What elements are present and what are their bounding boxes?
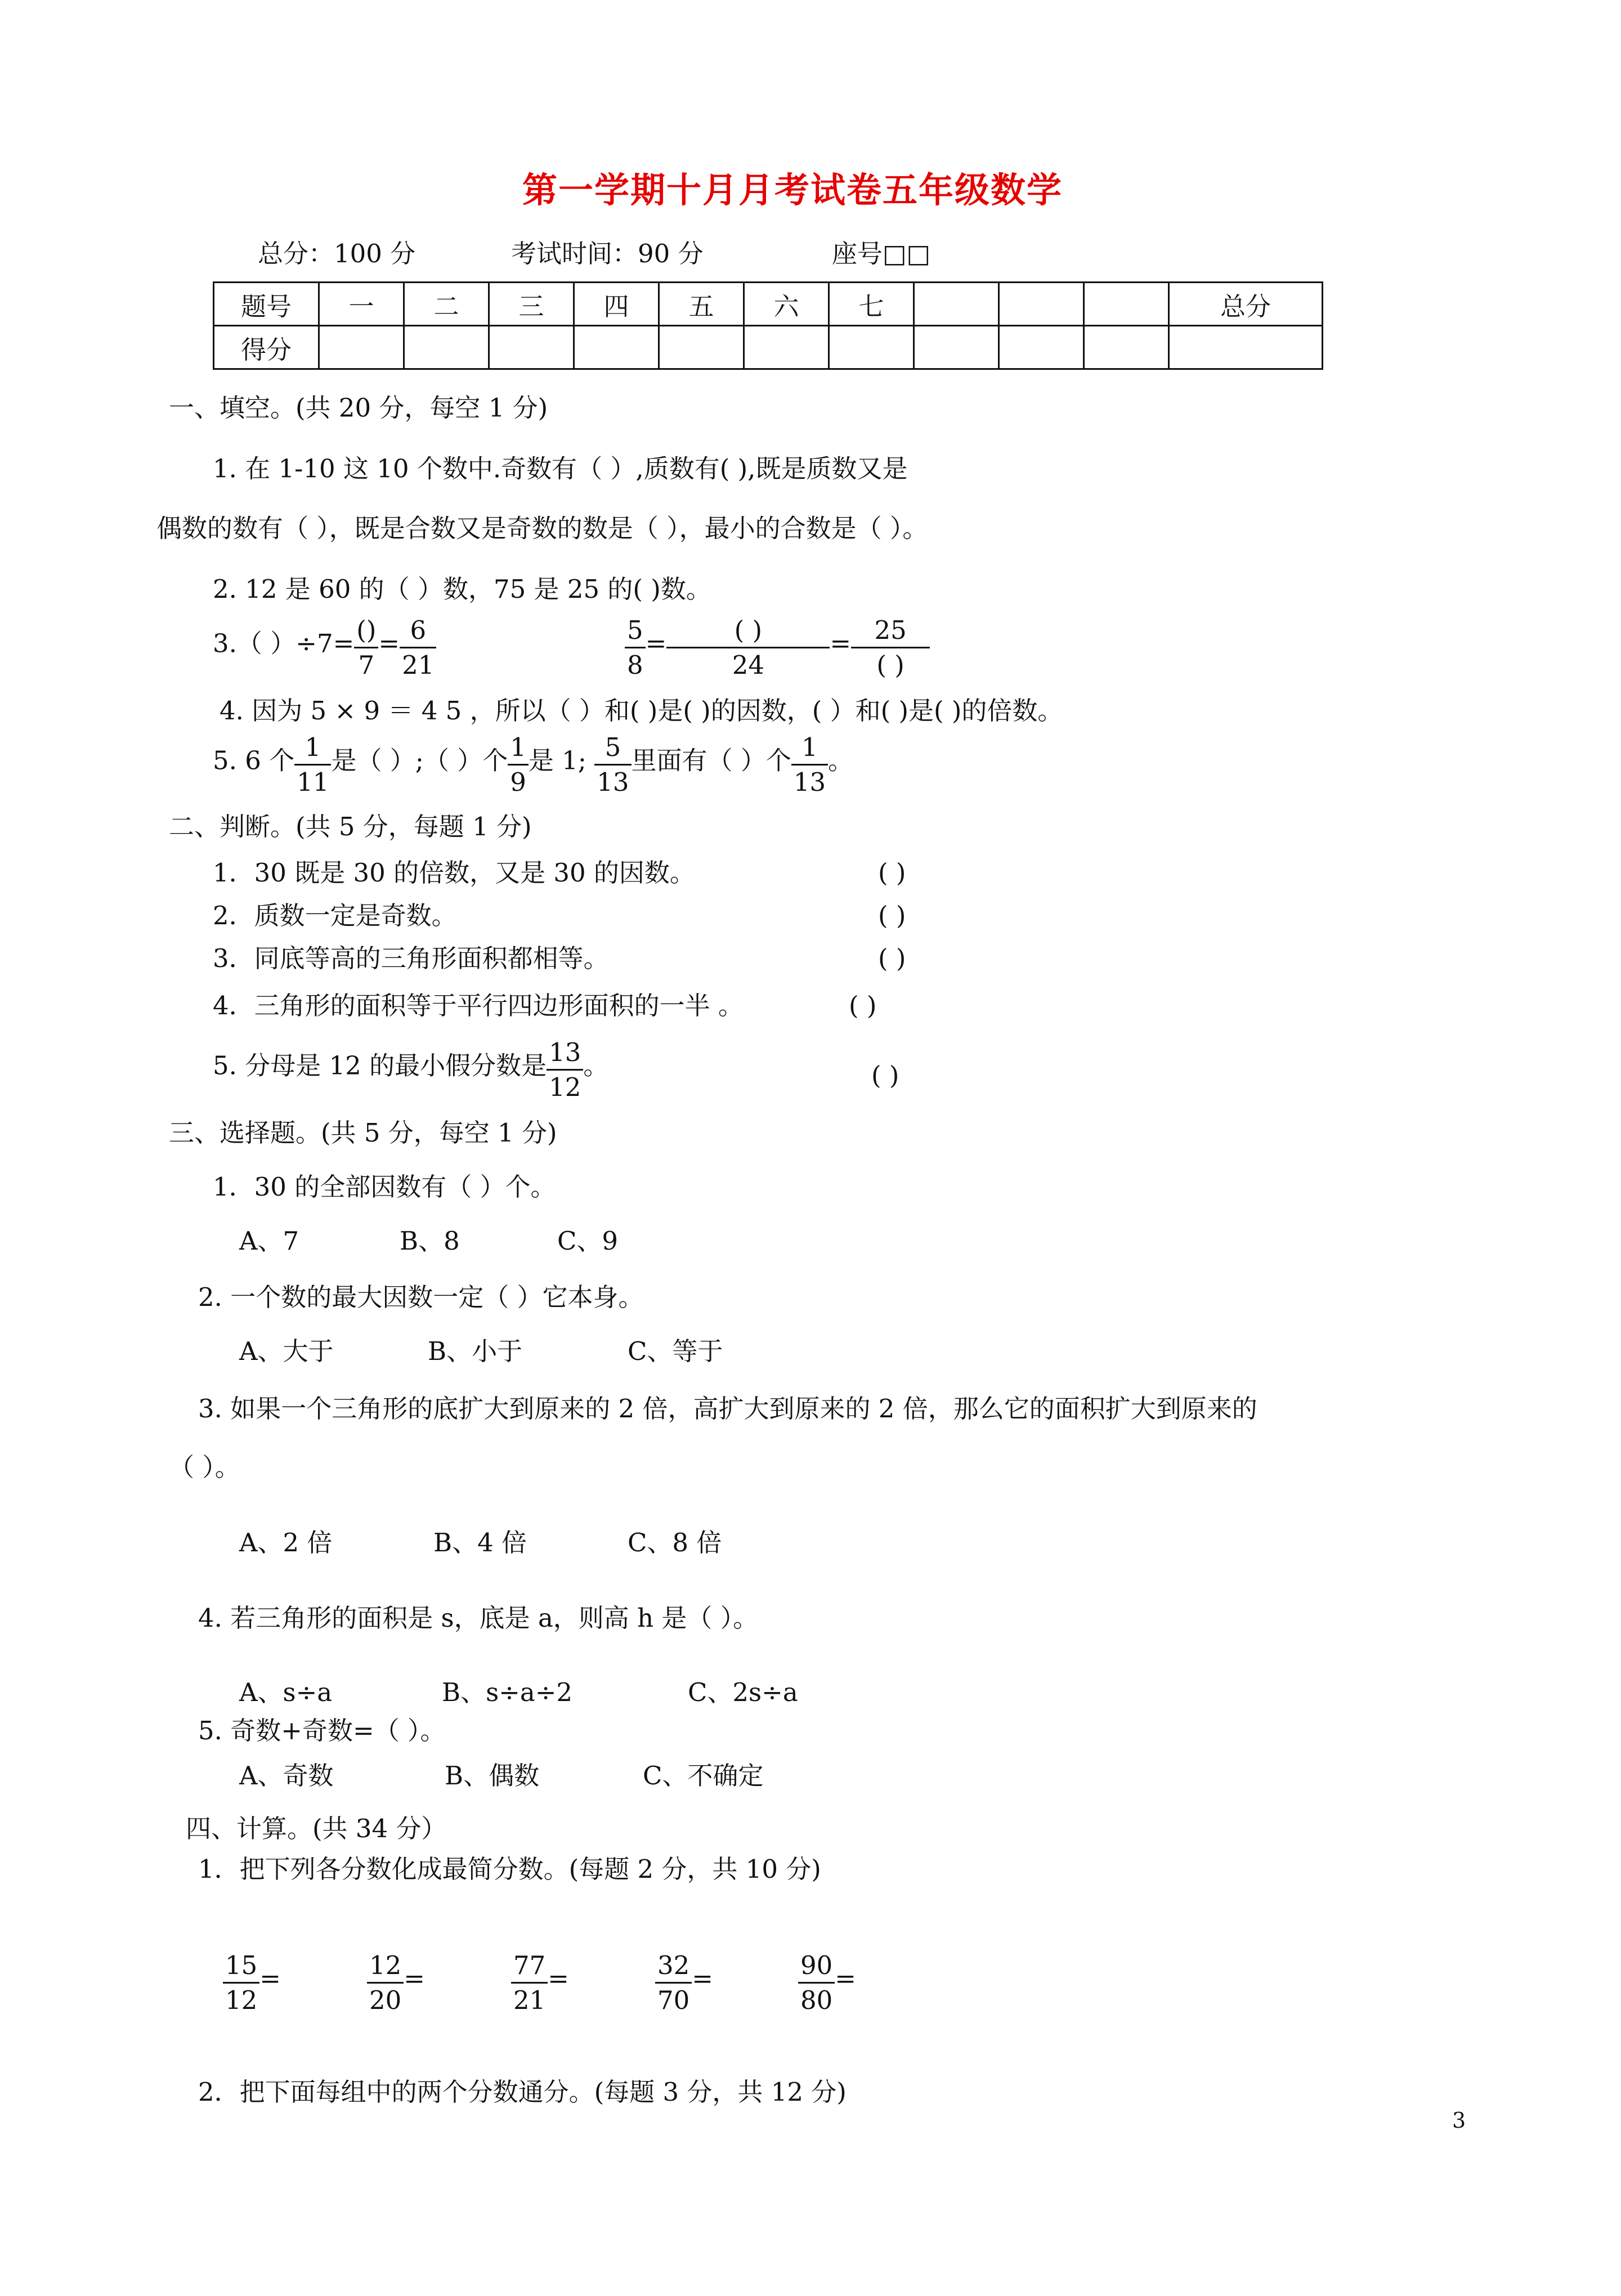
- choice-option[interactable]: B、偶数: [445, 1761, 540, 1791]
- score-table-cell[interactable]: [659, 326, 744, 369]
- score-table-cell[interactable]: [574, 326, 659, 369]
- seat-label: 座号: [832, 239, 883, 268]
- choice-option[interactable]: B、s÷a÷2: [442, 1677, 573, 1707]
- choice-question-3-line-2: （ ）。: [169, 1452, 240, 1482]
- score-table-cell: 总分: [1169, 283, 1323, 326]
- judge-answer-5[interactable]: ( ): [871, 1060, 899, 1090]
- judge-answer-1[interactable]: ( ): [878, 858, 906, 888]
- fraction-numerator: 32: [655, 1952, 692, 1984]
- score-table-cell: 七: [829, 283, 914, 326]
- section-4-heading: 四、计算。(共 34 分）: [186, 1814, 447, 1843]
- fraction-numerator: 1: [791, 734, 828, 766]
- choice-option[interactable]: C、等于: [628, 1336, 723, 1366]
- equals-sign: =: [259, 1963, 281, 1994]
- fraction-numerator: (): [354, 617, 378, 648]
- fraction: [851, 617, 930, 679]
- fraction-numerator: 12: [367, 1952, 404, 1984]
- fraction-numerator: 25: [851, 617, 930, 648]
- choice-question-4: 4. 若三角形的面积是 s，底是 a，则高 h 是（ ）。: [198, 1603, 759, 1633]
- fraction-numerator: 5: [625, 617, 646, 648]
- choice-question-3-line-1: 3. 如果一个三角形的底扩大到原来的 2 倍，高扩大到原来的 2 倍，那么它的面积扩大到原来的: [198, 1394, 1257, 1424]
- q5-text: 里面有（ ）个: [631, 745, 791, 776]
- fraction: [798, 1952, 835, 2014]
- score-table-cell[interactable]: [914, 326, 999, 369]
- score-table: [213, 281, 1323, 370]
- judge-item-4: 4．三角形的面积等于平行四边形面积的一半 。: [213, 991, 744, 1021]
- choice-option[interactable]: C、8 倍: [628, 1528, 722, 1557]
- fraction-denominator: 12: [549, 1072, 581, 1103]
- score-table-cell: [999, 283, 1084, 326]
- question-1-3: [213, 615, 436, 681]
- choice-question-5: 5. 奇数+奇数=（ ）。: [198, 1716, 446, 1746]
- fraction-denominator: 13: [793, 767, 826, 798]
- fraction: [666, 617, 830, 679]
- simplify-item: [223, 1950, 281, 2016]
- score-table-cell[interactable]: [829, 326, 914, 369]
- choice-option[interactable]: C、2s÷a: [688, 1677, 798, 1707]
- fraction: [400, 617, 436, 679]
- score-table-cell: 得分: [214, 326, 319, 369]
- fraction: [594, 734, 631, 796]
- score-table-cell[interactable]: [404, 326, 489, 369]
- page-number: 3: [1452, 2108, 1466, 2133]
- choice-option[interactable]: C、不确定: [643, 1761, 764, 1791]
- section-3-heading: 三、选择题。(共 5 分，每空 1 分): [169, 1118, 557, 1148]
- total-score-info: 总分：100 分: [258, 239, 416, 268]
- fraction: [655, 1952, 692, 2014]
- fraction-denominator: 7: [358, 650, 375, 681]
- fraction-numerator: 1: [508, 734, 529, 766]
- fraction: [625, 617, 646, 679]
- calc-question-1: 1．把下列各分数化成最简分数。(每题 2 分，共 10 分): [198, 1854, 821, 1884]
- fraction-denominator: 9: [510, 767, 526, 798]
- choice-option[interactable]: B、4 倍: [433, 1528, 527, 1557]
- judge-answer-3[interactable]: ( ): [878, 943, 906, 973]
- score-table-cell: [1084, 283, 1169, 326]
- choice-option[interactable]: A、7: [239, 1226, 299, 1256]
- choice-question-1: 1．30 的全部因数有（ ）个。: [213, 1172, 556, 1202]
- score-table-cell: 题号: [214, 283, 319, 326]
- equals-sign: =: [645, 628, 667, 659]
- fraction-denominator: 8: [627, 650, 643, 681]
- fraction: [367, 1952, 404, 2014]
- fraction-numerator: 5: [594, 734, 631, 766]
- score-table-cell: 三: [489, 283, 574, 326]
- simplify-item: [367, 1950, 425, 2016]
- judge-item-1: 1．30 既是 30 的倍数，又是 30 的因数。: [213, 858, 695, 888]
- judge-answer-2[interactable]: ( ): [878, 901, 906, 930]
- judge-answer-4[interactable]: ( ): [849, 991, 877, 1021]
- equals-sign: =: [378, 628, 400, 659]
- fraction-numerator: 1: [294, 734, 331, 766]
- equals-sign: =: [548, 1963, 569, 1994]
- q5-text: 。: [828, 745, 854, 776]
- q3-prefix: 3.（ ）÷7=: [213, 628, 355, 659]
- choice-option[interactable]: A、s÷a: [239, 1677, 333, 1707]
- fraction-numerator: 6: [400, 617, 436, 648]
- choice-option[interactable]: C、9: [557, 1226, 619, 1256]
- fraction-denominator: 70: [657, 1985, 690, 2016]
- exam-time-info: 考试时间：90 分: [511, 239, 704, 268]
- equals-sign: =: [835, 1963, 856, 1994]
- fraction-numerator: 15: [223, 1952, 259, 1984]
- fraction-denominator: 80: [800, 1985, 833, 2016]
- seat-number-info: [832, 241, 930, 266]
- fraction-denominator: 12: [225, 1985, 258, 2016]
- simplify-item: [511, 1950, 569, 2016]
- question-1-1-line-1: 1. 在 1-10 这 10 个数中.奇数有（ ）,质数有( ),既是质数又是: [213, 454, 908, 484]
- q5-text: 是（ ）;（ ）个: [331, 745, 508, 776]
- score-table-cell: 二: [404, 283, 489, 326]
- choice-option[interactable]: B、小于: [428, 1336, 523, 1366]
- fraction-denominator: 21: [513, 1985, 546, 2016]
- score-table-score-row: [214, 326, 1323, 369]
- judge-item-5-text: 。: [583, 1050, 609, 1081]
- fraction: [354, 617, 378, 679]
- choice-option[interactable]: A、大于: [239, 1336, 334, 1366]
- score-table-cell[interactable]: [999, 326, 1084, 369]
- fraction-denominator: 11: [297, 767, 329, 798]
- page-title: 第一学期十月月考试卷五年级数学: [522, 169, 1063, 211]
- section-1-heading: 一、填空。(共 20 分，每空 1 分): [169, 393, 548, 423]
- equals-sign: =: [404, 1963, 425, 1994]
- judge-item-2: 2．质数一定是奇数。: [213, 901, 457, 930]
- question-1-1-line-2: 偶数的数有（ ），既是合数又是奇数的数是（ ），最小的合数是（ ）。: [156, 513, 928, 543]
- simplify-item: [798, 1950, 856, 2016]
- fraction-denominator: 13: [597, 767, 629, 798]
- judge-item-5-text: 5. 分母是 12 的最小假分数是: [213, 1050, 547, 1081]
- simplify-item: [655, 1950, 713, 2016]
- question-1-3-part-2: [625, 615, 930, 681]
- fraction-numerator: ( ): [666, 617, 830, 648]
- score-table-cell: 一: [319, 283, 404, 326]
- fraction: [294, 734, 331, 796]
- equals-sign: =: [830, 628, 852, 659]
- question-1-5: [213, 732, 854, 798]
- judge-item-5: [213, 1037, 609, 1103]
- score-table-cell: 六: [744, 283, 829, 326]
- score-table-cell[interactable]: [489, 326, 574, 369]
- fraction: [223, 1952, 259, 2014]
- equals-sign: =: [692, 1963, 713, 1994]
- q5-text: 是 1;: [528, 745, 595, 776]
- fraction-denominator: 21: [402, 650, 435, 681]
- fraction-denominator: 24: [732, 650, 764, 681]
- fraction-denominator: 20: [369, 1985, 402, 2016]
- fraction: [547, 1039, 583, 1101]
- choice-option[interactable]: B、8: [400, 1226, 460, 1256]
- fraction: [511, 1952, 548, 2014]
- score-table-cell[interactable]: [319, 326, 404, 369]
- fraction-numerator: 13: [547, 1039, 583, 1071]
- score-table-header-row: [214, 283, 1323, 326]
- fraction-denominator: ( ): [876, 650, 904, 681]
- question-1-2: 2. 12 是 60 的（ ）数，75 是 25 的( )数。: [213, 574, 711, 604]
- seat-boxes: □□: [883, 239, 931, 268]
- score-table-cell[interactable]: [1084, 326, 1169, 369]
- fraction-numerator: 77: [511, 1952, 548, 1984]
- section-2-heading: 二、判断。(共 5 分，每题 1 分): [169, 812, 532, 842]
- score-table-cell: [914, 283, 999, 326]
- choice-option[interactable]: A、2 倍: [239, 1528, 333, 1557]
- choice-option[interactable]: A、奇数: [239, 1761, 334, 1791]
- score-table-cell: 五: [659, 283, 744, 326]
- fraction-numerator: 90: [798, 1952, 835, 1984]
- judge-item-3: 3．同底等高的三角形面积都相等。: [213, 943, 609, 973]
- calc-question-2: 2．把下面每组中的两个分数通分。(每题 3 分，共 12 分): [198, 2077, 847, 2107]
- score-table-cell: 四: [574, 283, 659, 326]
- fraction: [791, 734, 828, 796]
- score-table-cell[interactable]: [744, 326, 829, 369]
- choice-question-2: 2. 一个数的最大因数一定（ ）它本身。: [198, 1282, 644, 1312]
- score-table-cell[interactable]: [1169, 326, 1323, 369]
- question-1-4: 4. 因为 5 × 9 ＝ 4 5 ，所以（ ）和( )是( )的因数，( ）和( )是( )的倍数。: [220, 696, 1063, 726]
- fraction: [508, 734, 529, 796]
- q5-text: 5. 6 个: [213, 745, 295, 776]
